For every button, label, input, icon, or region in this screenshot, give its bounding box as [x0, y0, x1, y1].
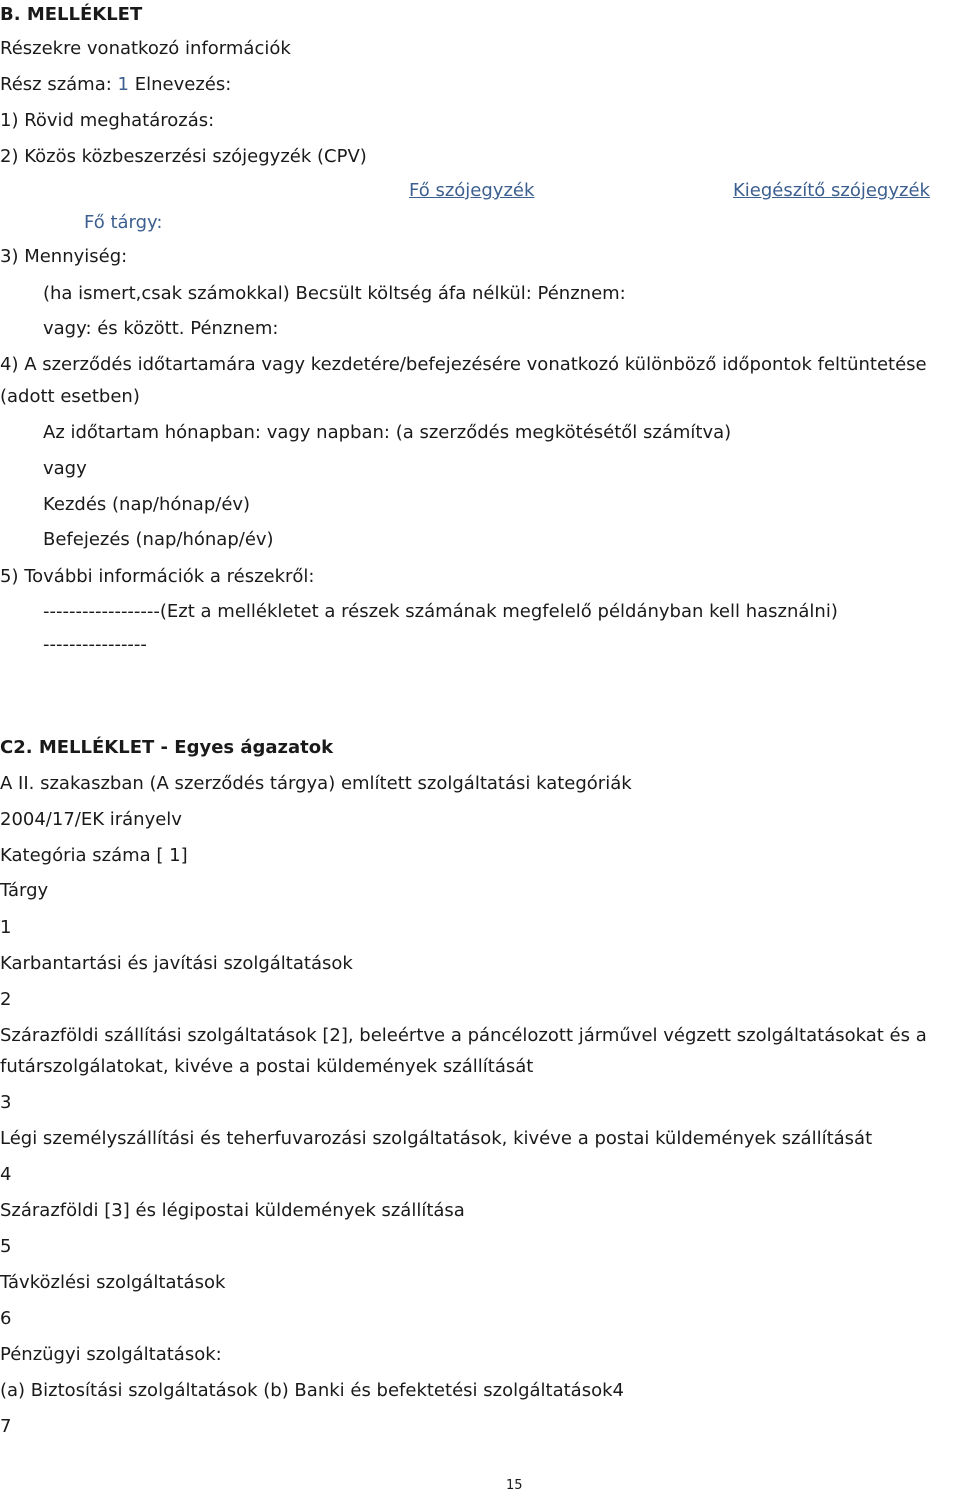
main-object-label: Fő tárgy: [84, 212, 163, 233]
annex-b-note-line-1: ------------------(Ezt a mellékletet a részek számának megfelelő példányban kell használni) [43, 601, 838, 622]
item-4-or: vagy [43, 458, 87, 479]
item-4-line-1: 4) A szerződés időtartamára vagy kezdetére/befejezésére vonatkozó különböző időpontok feltüntetése [0, 354, 927, 375]
category-number: 3 [0, 1092, 12, 1113]
item-4-end: Befejezés (nap/hónap/év) [43, 529, 274, 550]
annex-b-note-line-2: ---------------- [43, 634, 147, 655]
item-2-cpv: 2) Közös közbeszerzési szójegyzék (CPV) [0, 146, 367, 167]
category-text: (a) Biztosítási szolgáltatások (b) Banki és befektetési szolgáltatások4 [0, 1380, 624, 1401]
category-text: Légi személyszállítási és teherfuvarozási szolgáltatások, kivéve a postai küldemények szállítását [0, 1128, 873, 1149]
category-text: Szárazföldi [3] és légipostai küldemények szállítása [0, 1200, 465, 1221]
annex-b-heading: B. MELLÉKLET [0, 4, 143, 25]
subject-header: Tárgy [0, 880, 49, 901]
category-text: futárszolgálatokat, kivéve a postai küldemények szállítását [0, 1056, 534, 1077]
name-label: Elnevezés: [134, 74, 232, 95]
category-number: 1 [0, 917, 12, 938]
item-5-additional-info: 5) További információk a részekről: [0, 566, 315, 587]
part-number-label: Rész száma: [0, 74, 112, 95]
part-number-row [0, 74, 231, 96]
item-3-quantity: 3) Mennyiség: [0, 246, 128, 267]
category-number-header: Kategória száma [ 1] [0, 845, 188, 866]
main-vocabulary-link[interactable]: Fő szójegyzék [409, 180, 535, 201]
item-4-line-2: (adott esetben) [0, 386, 140, 407]
category-number: 5 [0, 1236, 12, 1257]
supplementary-vocabulary-link[interactable]: Kiegészítő szójegyzék [733, 180, 930, 201]
annex-c2-heading: C2. MELLÉKLET - Egyes ágazatok [0, 737, 334, 758]
item-1-short-description: 1) Rövid meghatározás: [0, 110, 215, 131]
category-number: 2 [0, 989, 12, 1010]
directive-reference: 2004/17/EK irányelv [0, 809, 182, 830]
annex-b-subheading: Részekre vonatkozó információk [0, 38, 291, 59]
category-text: Karbantartási és javítási szolgáltatások [0, 953, 353, 974]
item-4-start: Kezdés (nap/hónap/év) [43, 494, 251, 515]
category-text: Távközlési szolgáltatások [0, 1272, 226, 1293]
page-number: 15 [506, 1478, 523, 1493]
category-number: 7 [0, 1416, 12, 1437]
item-4-duration: Az időtartam hónapban: vagy napban: (a szerződés megkötésétől számítva) [43, 422, 732, 443]
category-number: 4 [0, 1164, 12, 1185]
category-text: Szárazföldi szállítási szolgáltatások [2], beleértve a páncélozott járművel végzett szolgáltatásokat és a [0, 1025, 927, 1046]
item-3-estimate: (ha ismert,csak számokkal) Becsült költség áfa nélkül: Pénznem: [43, 283, 626, 304]
category-text: Pénzügyi szolgáltatások: [0, 1344, 222, 1365]
annex-c2-intro: A II. szakaszban (A szerződés tárgya) említett szolgáltatási kategóriák [0, 773, 632, 794]
item-3-range: vagy: és között. Pénznem: [43, 318, 279, 339]
category-number: 6 [0, 1308, 12, 1329]
part-number-value: 1 [117, 74, 129, 95]
